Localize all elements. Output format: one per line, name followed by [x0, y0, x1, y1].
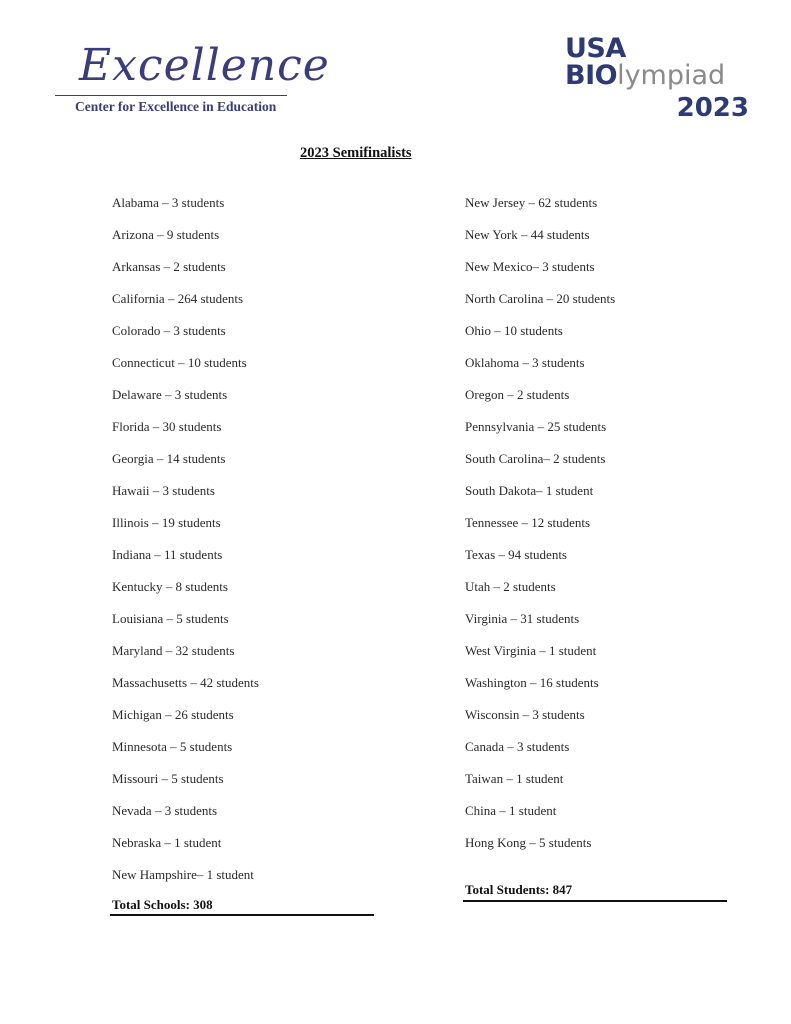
list-item: New York – 44 students: [465, 227, 590, 242]
total-schools: Total Schools: 308: [112, 897, 213, 912]
list-item: Delaware – 3 students: [112, 387, 228, 402]
list-item: Maryland – 32 students: [112, 643, 235, 658]
list-item: Louisiana – 5 students: [112, 611, 229, 626]
list-item: Georgia – 14 students: [112, 451, 226, 466]
list-item: Hong Kong – 5 students: [465, 835, 592, 850]
list-item: New Jersey – 62 students: [465, 195, 598, 210]
list-item: Massachusetts – 42 students: [112, 675, 259, 690]
list-item: Nevada – 3 students: [112, 803, 218, 818]
page-title: 2023 Semifinalists: [300, 145, 412, 161]
list-item: Michigan – 26 students: [112, 707, 234, 722]
list-item: Virginia – 31 students: [465, 611, 580, 626]
list-item: New Mexico– 3 students: [465, 259, 595, 274]
biolympiad-logo: [565, 35, 755, 130]
list-item: South Dakota– 1 student: [465, 483, 594, 498]
list-item: Connecticut – 10 students: [112, 355, 247, 370]
list-item: North Carolina – 20 students: [465, 291, 616, 306]
list-item: Minnesota – 5 students: [112, 739, 233, 754]
list-item: Kentucky – 8 students: [112, 579, 228, 594]
list-item: Arizona – 9 students: [112, 227, 220, 242]
list-item: Canada – 3 students: [465, 739, 570, 754]
left-column-list: [112, 193, 259, 897]
list-item: Oklahoma – 3 students: [465, 355, 585, 370]
excellence-logo-rule: [55, 95, 287, 96]
list-item: Illinois – 19 students: [112, 515, 221, 530]
list-item: Taiwan – 1 student: [465, 771, 564, 786]
biolympiad-logo-wordmark: [565, 62, 725, 89]
list-item: Indiana – 11 students: [112, 547, 223, 562]
biolympiad-logo-usa: USA: [565, 33, 626, 64]
list-item: Arkansas – 2 students: [112, 259, 226, 274]
total-students: Total Students: 847: [465, 882, 573, 897]
list-item: Hawaii – 3 students: [112, 483, 215, 498]
list-item: Florida – 30 students: [112, 419, 222, 434]
list-item: Pennsylvania – 25 students: [465, 419, 607, 434]
list-item: Ohio – 10 students: [465, 323, 563, 338]
excellence-logo-subtitle: Center for Excellence in Education: [75, 99, 277, 114]
total-schools-rule: [110, 914, 374, 916]
list-item: Nebraska – 1 student: [112, 835, 222, 850]
list-item: New Hampshire– 1 student: [112, 867, 254, 882]
list-item: California – 264 students: [112, 291, 244, 306]
excellence-logo-script: Excellence: [79, 40, 330, 91]
excellence-logo: [55, 40, 330, 120]
list-item: Colorado – 3 students: [112, 323, 226, 338]
list-item: Missouri – 5 students: [112, 771, 224, 786]
list-item: Tennessee – 12 students: [465, 515, 591, 530]
list-item: Wisconsin – 3 students: [465, 707, 585, 722]
total-students-rule: [463, 900, 727, 902]
list-item: West Virginia – 1 student: [465, 643, 597, 658]
biolympiad-logo-lympiad: lympiad: [617, 60, 726, 91]
biolympiad-logo-year: 2023: [676, 93, 749, 123]
list-item: Oregon – 2 students: [465, 387, 570, 402]
list-item: South Carolina– 2 students: [465, 451, 606, 466]
biolympiad-logo-bio: BIO: [565, 60, 618, 91]
list-item: Texas – 94 students: [465, 547, 567, 562]
list-item: Utah – 2 students: [465, 579, 556, 594]
list-item: China – 1 student: [465, 803, 557, 818]
right-column-list: [465, 193, 615, 865]
list-item: Alabama – 3 students: [112, 195, 225, 210]
list-item: Washington – 16 students: [465, 675, 599, 690]
